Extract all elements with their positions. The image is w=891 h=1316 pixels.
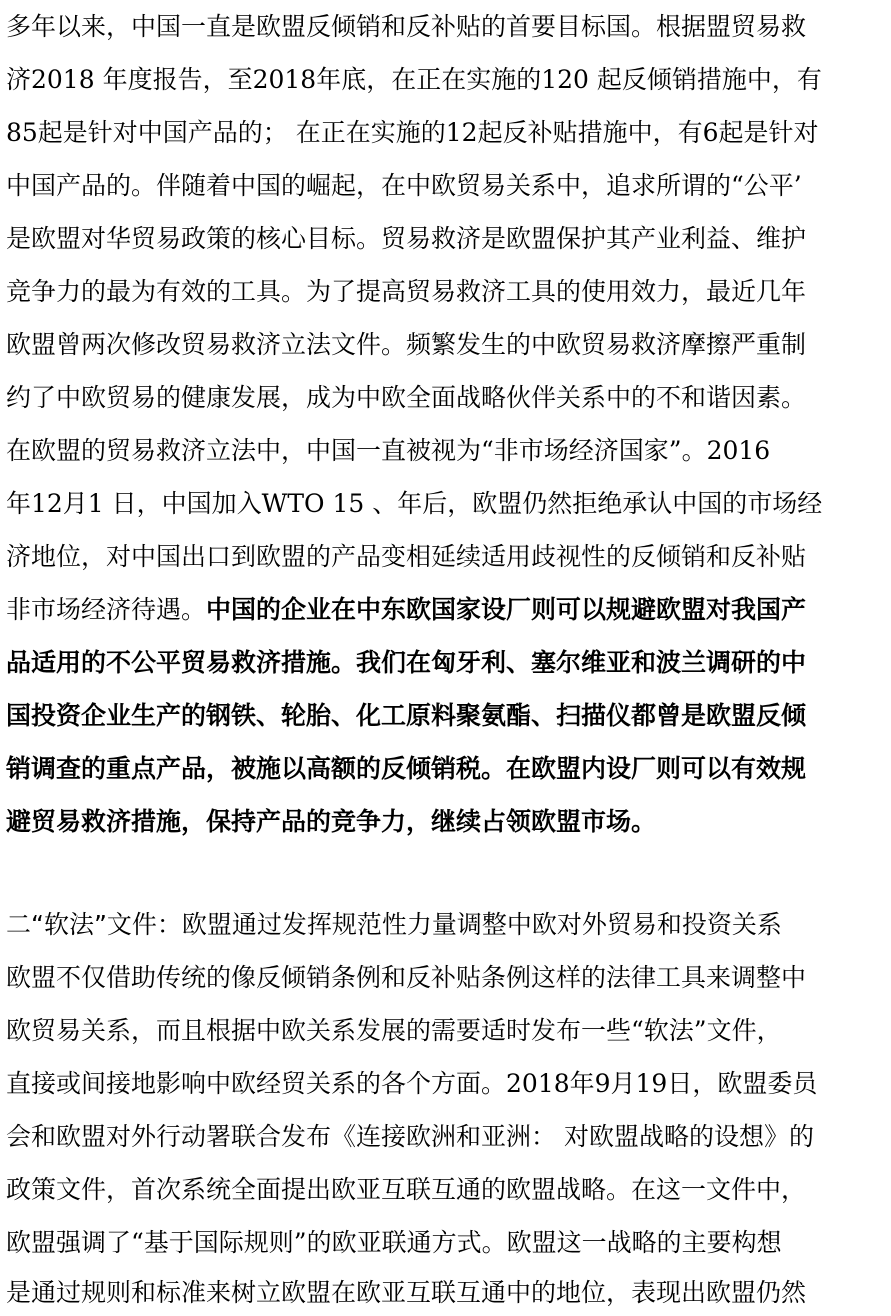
- body-line: 政策文件，首次系统全面提出欧亚互联互通的欧盟战略。在这一文件中，: [6, 1175, 807, 1204]
- bold-text: 品适用的不公平贸易救济措施。我们在匈牙利、塞尔维亚和波兰调研的中: [6, 648, 807, 677]
- bold-line: [6, 795, 886, 848]
- bold-text: 避贸易救济措施，保持产品的竞争力，继续占领欧盟市场。: [6, 807, 657, 836]
- bold-line: [6, 636, 886, 689]
- body-line: 直接或间接地影响中欧经贸关系的各个方面。2018年9月19日，欧盟委员: [6, 1069, 818, 1098]
- bold-text: 销调查的重点产品，被施以高额的反倾销税。在欧盟内设厂则可以有效规: [6, 754, 807, 783]
- section-heading: 二“软法”文件：欧盟通过发挥规范性力量调整中欧对外贸易和投资关系: [6, 910, 782, 939]
- body-line: 是通过规则和标准来树立欧盟在欧亚互联互通中的地位，表现出欧盟仍然: [6, 1278, 807, 1307]
- bold-line: [6, 742, 886, 795]
- body-line: 约了中欧贸易的健康发展，成为中欧全面战略伙伴关系中的不和谐因素。: [6, 383, 807, 412]
- body-line-mixed: [6, 583, 886, 636]
- plain-text: 非市场经济待遇。: [6, 595, 207, 624]
- bold-text: 中国的企业在中东欧国家设厂则可以规避欧盟对我国产: [206, 595, 807, 624]
- body-line: 济地位，对中国出口到欧盟的产品变相延续适用歧视性的反倾销和反补贴: [6, 542, 807, 571]
- bold-text: 国投资企业生产的钢铁、轮胎、化工原料聚氨酯、扫描仪都曾是欧盟反倾: [6, 701, 807, 730]
- body-line: 欧盟不仅借助传统的像反倾销条例和反补贴条例这样的法律工具来调整中: [6, 963, 807, 992]
- body-line: 济2018 年度报告，至2018年底，在正在实施的120 起反倾销措施中，有: [6, 65, 822, 94]
- body-line: 中国产品的。伴随着中国的崛起，在中欧贸易关系中，追求所谓的“公平’: [6, 171, 802, 200]
- body-line: 欧盟强调了“基于国际规则”的欧亚联通方式。欧盟这一战略的主要构想: [6, 1228, 782, 1257]
- body-line: 在欧盟的贸易救济立法中，中国一直被视为“非市场经济国家”。2016: [6, 436, 771, 465]
- body-line: 年12月1 日，中国加入WTO 15 、年后，欧盟仍然拒绝承认中国的市场经: [6, 489, 823, 518]
- bold-line: [6, 689, 886, 742]
- body-line: 竞争力的最为有效的工具。为了提高贸易救济工具的使用效力，最近几年: [6, 277, 807, 306]
- body-line: 欧贸易关系，而且根据中欧关系发展的需要适时发布一些“软法”文件，: [6, 1016, 782, 1045]
- body-line: 欧盟曾两次修改贸易救济立法文件。频繁发生的中欧贸易救济摩擦严重制: [6, 330, 807, 359]
- body-line: 多年以来，中国一直是欧盟反倾销和反补贴的首要目标国。根据盟贸易救: [6, 12, 807, 41]
- body-line: 是欧盟对华贸易政策的核心目标。贸易救济是欧盟保护其产业利益、维护: [6, 224, 807, 253]
- body-line: 会和欧盟对外行动署联合发布《连接欧洲和亚洲： 对欧盟战略的设想》的: [6, 1122, 814, 1151]
- body-line: 85起是针对中国产品的； 在正在实施的12起反补贴措施中，有6起是针对: [6, 118, 819, 147]
